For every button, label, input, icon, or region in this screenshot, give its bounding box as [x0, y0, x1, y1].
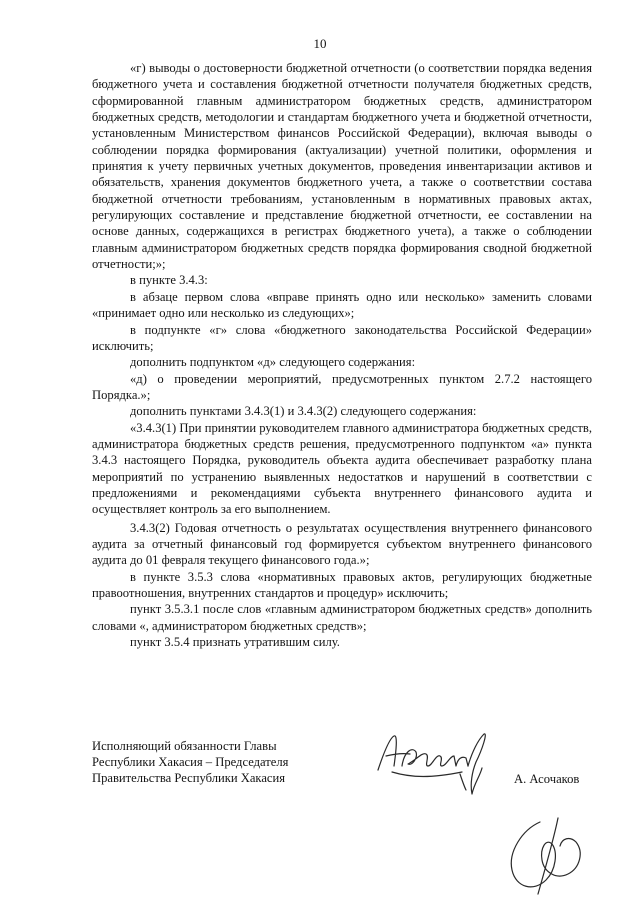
position-line-3: Правительства Республики Хакасия	[92, 771, 286, 786]
paragraph-first-abzac: в абзаце первом слова «вправе принять одно или несколько» заменить словами «принимает одно или несколько из следующих»;	[92, 289, 592, 321]
position-line-1: Исполняющий обязанности Главы	[92, 739, 277, 753]
paragraph-point-3-5-3-1: пункт 3.5.3.1 после слов «главным администратором бюджетных средств» дополнить словами «, администратором бюджетных средств»;	[92, 602, 592, 633]
paragraph-subitem-d-text: «д) о проведении мероприятий, предусмотренных пунктом 2.7.2 настоящего Порядка.»;	[92, 371, 592, 402]
paragraph-add-points: дополнить пунктами 3.4.3(1) и 3.4.3(2) следующего содержания:	[130, 404, 477, 419]
paragraph-add-subitem-d: дополнить подпунктом «д» следующего содержания:	[130, 355, 416, 370]
position-line-2: Республики Хакасия – Председателя	[92, 755, 289, 770]
page-number: 10	[313, 36, 327, 51]
signer-name: А. Асочаков	[514, 772, 580, 786]
paragraph-point-3-4-3-1: «3.4.3(1) При принятии руководителем главного администратора бюджетных средств, администратора бюджетных средств решения, предусмотренного подпунктом «а» пункта 3.4.3 настоящего Порядка, руководитель объекта аудита обеспечивает разработку плана мероприятий по устранению выявленных недостатков и нарушений в соответствии с предложениями и рекомендациями субъекта внутреннего финансового аудита и осуществляет контроль за его выполнением.	[92, 420, 592, 517]
handwritten-signature	[372, 722, 502, 802]
paragraph-point-3-5-4: пункт 3.5.4 признать утратившим силу.	[130, 635, 340, 650]
paragraph-point-3-5-3: в пункте 3.5.3 слова «нормативных правовых актов, регулирующих бюджетные правоотношения, внутренних стандартов и процедур» исключить;	[92, 569, 592, 600]
paragraph-point-3-4-3: в пункте 3.4.3:	[130, 273, 208, 288]
paragraph-subitem-g: в подпункте «г» слова «бюджетного законодательства Российской Федерации» исключить;	[92, 322, 592, 353]
document-body	[92, 60, 592, 650]
signatory-position	[92, 738, 288, 787]
approval-mark	[500, 808, 590, 898]
paragraph-point-3-4-3-2: 3.4.3(2) Годовая отчетность о результатах осуществления внутреннего финансового аудита за отчетный финансовый год формируется субъектом внутреннего финансового аудита до 01 февраля текущего финансового года.»;	[92, 520, 592, 568]
paragraph-item-g: «г) выводы о достоверности бюджетной отчетности (о соответствии порядка ведения бюджетного учета и составления бюджетной отчетности получателя бюджетных средств, сформированной главным администратором бюджетных средств, администратором бюджетных средств, методологии и стандартам бюджетного учета и бюджетной отчетности, установленным Министерством финансов Российской Федерации), включая выводы о соблюдении порядка формирования (актуализации) учетной политики, оформления и принятия к учету первичных учетных документов, проведения инвентаризации активов и обязательств, хранения документов бюджетного учета, а также о соответствии состава бюджетной отчетности требованиям, установленным в нормативных правовых актах, регулирующих составление и представление бюджетной отчетности, ее составлении на основе данных, содержащихся в регистрах бюджетного учета), а также о соблюдении главным администратором бюджетных средств порядка формирования сводной бюджетной отчетности;»;	[92, 61, 592, 272]
